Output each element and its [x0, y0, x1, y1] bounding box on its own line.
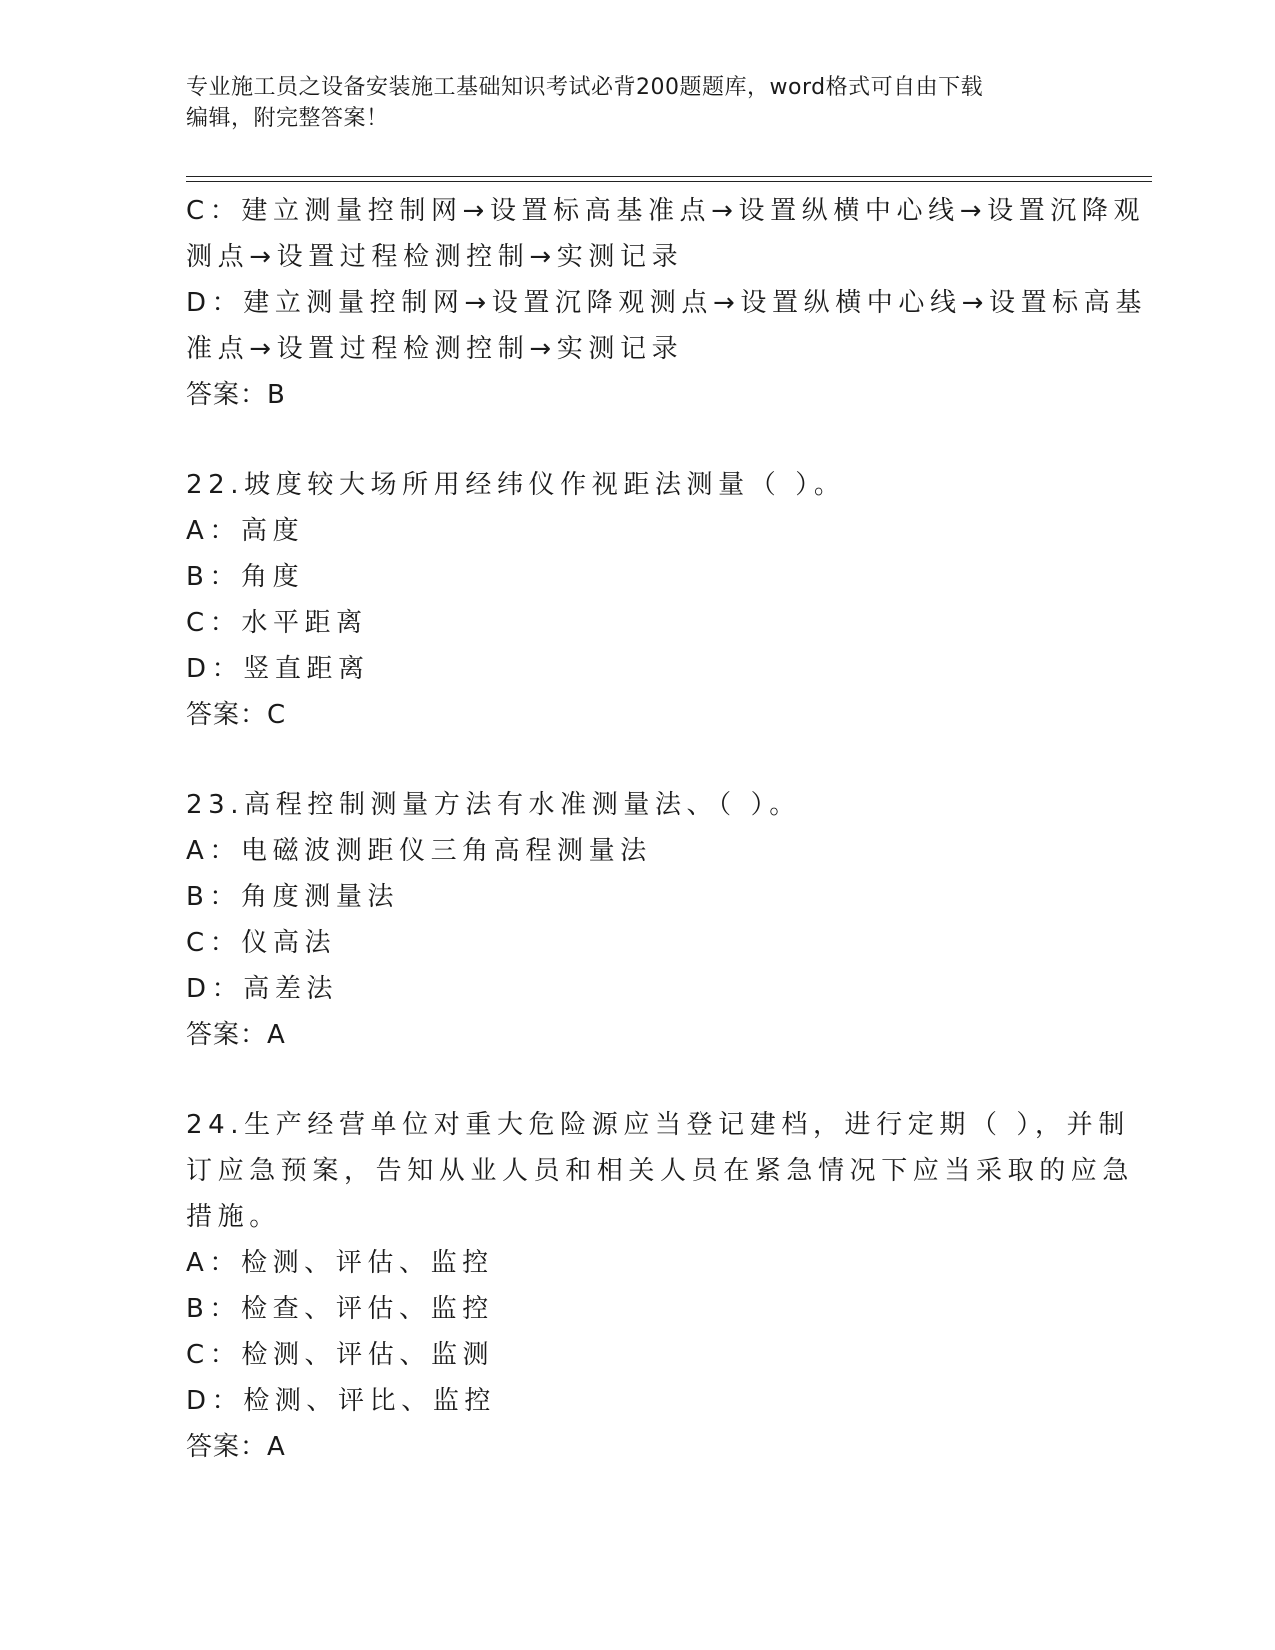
header-line-1: 专业施工员之设备安装施工基础知识考试必背200题题库，word格式可自由下载 — [186, 75, 984, 100]
answer: 答案：A — [186, 1020, 286, 1050]
option-c-line-2: 测点→设置过程检测控制→实测记录 — [186, 242, 684, 272]
option-a: A：电磁波测距仪三角高程测量法 — [186, 836, 652, 866]
document-header — [186, 72, 1066, 134]
question-24 — [186, 1102, 1135, 1470]
option-d: D：高差法 — [186, 974, 339, 1004]
option-d-line-2: 准点→设置过程检测控制→实测记录 — [186, 334, 684, 364]
header-divider-top — [186, 176, 1152, 177]
answer: 答案：C — [186, 700, 287, 730]
question-stem: 22.坡度较大场所用经纬仪作视距法测量（ ）。 — [186, 470, 846, 500]
spacer — [186, 1058, 1086, 1102]
answer: 答案：B — [186, 380, 286, 410]
option-a: A：高度 — [186, 516, 305, 546]
option-b: B：检查、评估、监控 — [186, 1294, 494, 1324]
option-c-line-1: C：建立测量控制网→设置标高基准点→设置纵横中心线→设置沉降观 — [186, 196, 1146, 226]
option-c: C：检测、评估、监测 — [186, 1340, 495, 1370]
option-d: D：竖直距离 — [186, 654, 370, 684]
question-22 — [186, 462, 1086, 738]
question-list — [186, 188, 1147, 1470]
question-stem: 23.高程控制测量方法有水准测量法、（ ）。 — [186, 790, 801, 820]
option-a: A：检测、评估、监控 — [186, 1248, 494, 1278]
option-d: D：检测、评比、监控 — [186, 1386, 497, 1416]
spacer — [186, 738, 1086, 782]
header-line-2: 编辑，附完整答案！ — [186, 106, 389, 131]
option-d-line-1: D：建立测量控制网→设置沉降观测点→设置纵横中心线→设置标高基 — [186, 288, 1147, 318]
option-c: C：水平距离 — [186, 608, 368, 638]
question-stem-line-3: 措施。 — [186, 1202, 281, 1232]
answer: 答案：A — [186, 1432, 286, 1462]
question-21-tail — [186, 188, 1147, 418]
header-divider-bottom — [186, 181, 1152, 182]
option-c: C：仪高法 — [186, 928, 337, 958]
question-stem-line-1: 24.生产经营单位对重大危险源应当登记建档，进行定期（ ），并制 — [186, 1110, 1130, 1140]
spacer — [186, 418, 1086, 462]
question-23 — [186, 782, 1086, 1058]
question-stem-line-2: 订应急预案，告知从业人员和相关人员在紧急情况下应当采取的应急 — [186, 1156, 1135, 1186]
option-b: B：角度测量法 — [186, 882, 400, 912]
option-b: B：角度 — [186, 562, 305, 592]
